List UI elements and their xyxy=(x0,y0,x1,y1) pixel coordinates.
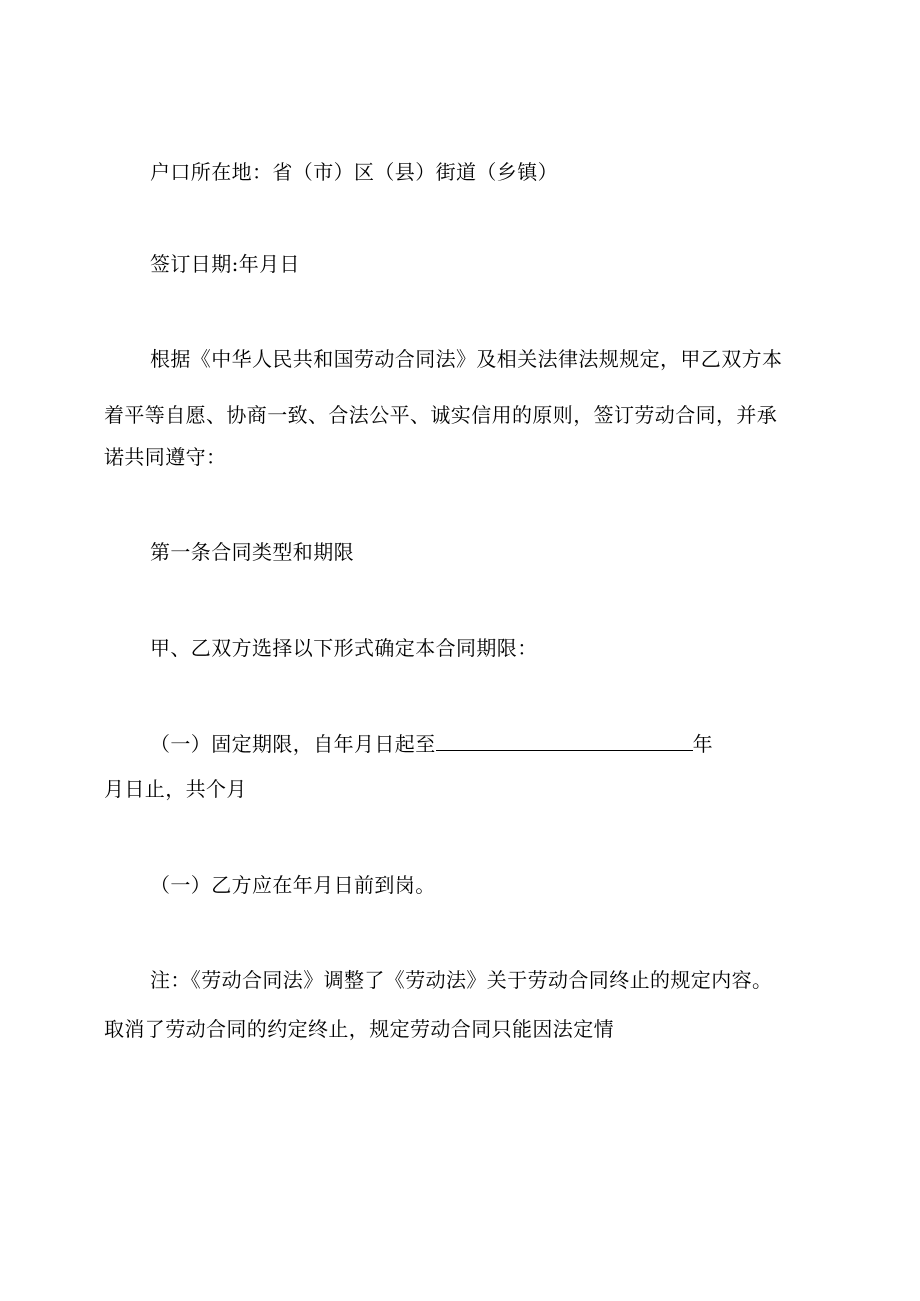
term-selection-line: 甲、乙双方选择以下形式确定本合同期限： xyxy=(150,636,538,660)
preamble-line-1: 根据《中华人民共和国劳动合同法》及相关法律法规规定，甲乙双方本 xyxy=(150,347,783,371)
household-registration-line: 户口所在地：省（市）区（县）街道（乡镇） xyxy=(150,160,558,184)
preamble-line-3: 诺共同遵守： xyxy=(104,445,227,469)
fill-in-blank[interactable] xyxy=(436,732,693,751)
article-1-title: 第一条合同类型和期限 xyxy=(150,540,354,564)
signing-date-line: 签订日期:年月日 xyxy=(150,252,300,276)
fixed-term-line-1 xyxy=(150,730,713,758)
fixed-term-line-2: 月日止，共个月 xyxy=(104,777,247,801)
note-line-2: 取消了劳动合同的约定终止，规定劳动合同只能因法定情 xyxy=(104,1017,614,1041)
fixed-term-year-label: 年 xyxy=(692,732,714,756)
preamble-line-2: 着平等自愿、协商一致、合法公平、诚实信用的原则，签订劳动合同，并承 xyxy=(104,403,778,427)
fixed-term-text: （一）固定期限，自年月日起至 xyxy=(150,732,436,756)
report-date-line: （一）乙方应在年月日前到岗。 xyxy=(150,873,436,897)
note-line-1: 注：《劳动合同法》调整了《劳动法》关于劳动合同终止的规定内容。 xyxy=(150,968,773,992)
